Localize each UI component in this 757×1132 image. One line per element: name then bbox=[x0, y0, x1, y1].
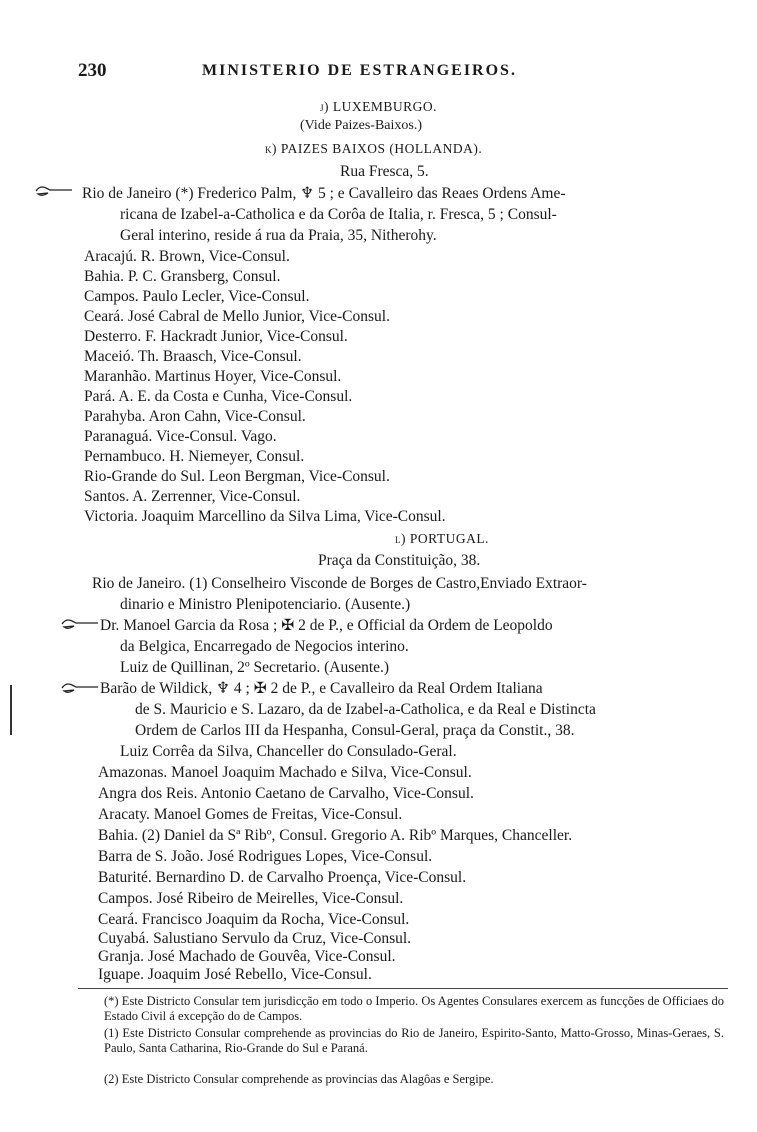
entry-line: Campos. Paulo Lecler, Vice-Consul. bbox=[84, 288, 310, 305]
entry-line: Barra de S. João. José Rodrigues Lopes, Vice-Consul. bbox=[98, 848, 433, 865]
section-heading-paizes-baixos: k) PAIZES BAIXOS (HOLLANDA). bbox=[265, 141, 483, 156]
entry-line: Geral interino, reside á rua da Praia, 35, Nitherohy. bbox=[120, 227, 437, 244]
entry-line: Aracajú. R. Brown, Vice-Consul. bbox=[84, 248, 290, 265]
footnote-rule bbox=[78, 988, 728, 989]
entry-line: ricana de Izabel-a-Catholica e da Corôa de Italia, r. Fresca, 5 ; Consul- bbox=[120, 206, 557, 223]
page-header bbox=[78, 60, 718, 82]
pointing-hand-icon bbox=[60, 680, 100, 696]
entry-line: Santos. A. Zerrenner, Vice-Consul. bbox=[84, 488, 301, 505]
address-line: Rua Fresca, 5. bbox=[340, 163, 429, 180]
section-heading-portugal: l) PORTUGAL. bbox=[395, 531, 489, 546]
entry-line: de S. Mauricio e S. Lazaro, da de Izabel-a-Catholica, e da Real e Distincta bbox=[135, 701, 596, 718]
entry-line: Luiz Corrêa da Silva, Chanceller do Consulado-Geral. bbox=[120, 743, 457, 760]
entry-line: Amazonas. Manoel Joaquim Machado e Silva, Vice-Consul. bbox=[98, 764, 472, 781]
address-line: Praça da Constituição, 38. bbox=[318, 552, 481, 569]
entry-line: Dr. Manoel Garcia da Rosa ; ✠ 2 de P., e Official da Ordem de Leopoldo bbox=[100, 617, 553, 634]
entry-line: Pernambuco. H. Niemeyer, Consul. bbox=[84, 448, 305, 465]
entry-line: da Belgica, Encarregado de Negocios interino. bbox=[120, 638, 409, 655]
margin-bracket bbox=[10, 685, 12, 735]
entry-line: Ceará. Francisco Joaquim da Rocha, Vice-Consul. bbox=[98, 911, 410, 928]
entry-line: Aracaty. Manoel Gomes de Freitas, Vice-Consul. bbox=[98, 806, 403, 823]
entry-line: Maranhão. Martinus Hoyer, Vice-Consul. bbox=[84, 368, 342, 385]
entry-line: Baturité. Bernardino D. de Carvalho Proença, Vice-Consul. bbox=[98, 869, 467, 886]
entry-line: Desterro. F. Hackradt Junior, Vice-Consul. bbox=[84, 328, 348, 345]
entry-line: Victoria. Joaquim Marcellino da Silva Lima, Vice-Consul. bbox=[84, 508, 446, 525]
entry-line: Campos. José Ribeiro de Meirelles, Vice-Consul. bbox=[98, 890, 404, 907]
entry-line: Angra dos Reis. Antonio Caetano de Carvalho, Vice-Consul. bbox=[98, 785, 474, 802]
entry-line: Maceió. Th. Braasch, Vice-Consul. bbox=[84, 348, 302, 365]
entry-line: Paranaguá. Vice-Consul. Vago. bbox=[84, 428, 277, 445]
section-heading-luxemburgo: j) LUXEMBURGO. bbox=[320, 99, 437, 114]
entry-line: Iguape. Joaquim José Rebello, Vice-Consul. bbox=[98, 966, 372, 983]
pointing-hand-icon bbox=[34, 183, 74, 199]
entry-line: Rio de Janeiro (*) Frederico Palm, ♆ 5 ; e Cavalleiro das Reaes Ordens Ame- bbox=[82, 185, 566, 202]
entry-line: Luiz de Quillinan, 2º Secretario. (Ausente.) bbox=[120, 659, 390, 676]
section-note: (Vide Paizes-Baixos.) bbox=[300, 118, 423, 133]
footnote: (*) Este Districto Consular tem jurisdicção em todo o Imperio. Os Agentes Consulares exercem as funcções de Officiaes do Estado Civil á excepção do de Campos. bbox=[104, 994, 724, 1023]
entry-line: Ordem de Carlos III da Hespanha, Consul-Geral, praça da Constit., 38. bbox=[135, 722, 575, 739]
page-number: 230 bbox=[78, 60, 107, 81]
entry-line: Rio de Janeiro. (1) Conselheiro Visconde de Borges de Castro,Enviado Extraor- bbox=[92, 575, 587, 592]
entry-line: dinario e Ministro Plenipotenciario. (Ausente.) bbox=[120, 596, 411, 613]
entry-line: Bahia. P. C. Gransberg, Consul. bbox=[84, 268, 281, 285]
entry-line: Cuyabá. Salustiano Servulo da Cruz, Vice-Consul. bbox=[98, 930, 412, 947]
footnote: (2) Este Districto Consular comprehende as provincias das Alagôas e Sergipe. bbox=[104, 1072, 494, 1086]
entry-line: Pará. A. E. da Costa e Cunha, Vice-Consul. bbox=[84, 388, 353, 405]
entry-line: Barão de Wildick, ♆ 4 ; ✠ 2 de P., e Cavalleiro da Real Ordem Italiana bbox=[100, 680, 543, 697]
entry-line: Parahyba. Aron Cahn, Vice-Consul. bbox=[84, 408, 306, 425]
running-title: MINISTERIO DE ESTRANGEIROS. bbox=[202, 62, 517, 79]
entry-line: Ceará. José Cabral de Mello Junior, Vice-Consul. bbox=[84, 308, 390, 325]
entry-line: Rio-Grande do Sul. Leon Bergman, Vice-Consul. bbox=[84, 468, 390, 485]
entry-line: Granja. José Machado de Gouvêa, Vice-Consul. bbox=[98, 948, 396, 965]
pointing-hand-icon bbox=[60, 616, 100, 632]
entry-line: Bahia. (2) Daniel da Sª Ribº, Consul. Gregorio A. Ribº Marques, Chanceller. bbox=[98, 827, 573, 844]
footnote: (1) Este Districto Consular comprehende as provincias do Rio de Janeiro, Espirito-Santo, Matto-Grosso, Minas-Geraes, S. Paulo, Santa Catharina, Rio-Grande do Sul e Paraná. bbox=[104, 1026, 724, 1055]
